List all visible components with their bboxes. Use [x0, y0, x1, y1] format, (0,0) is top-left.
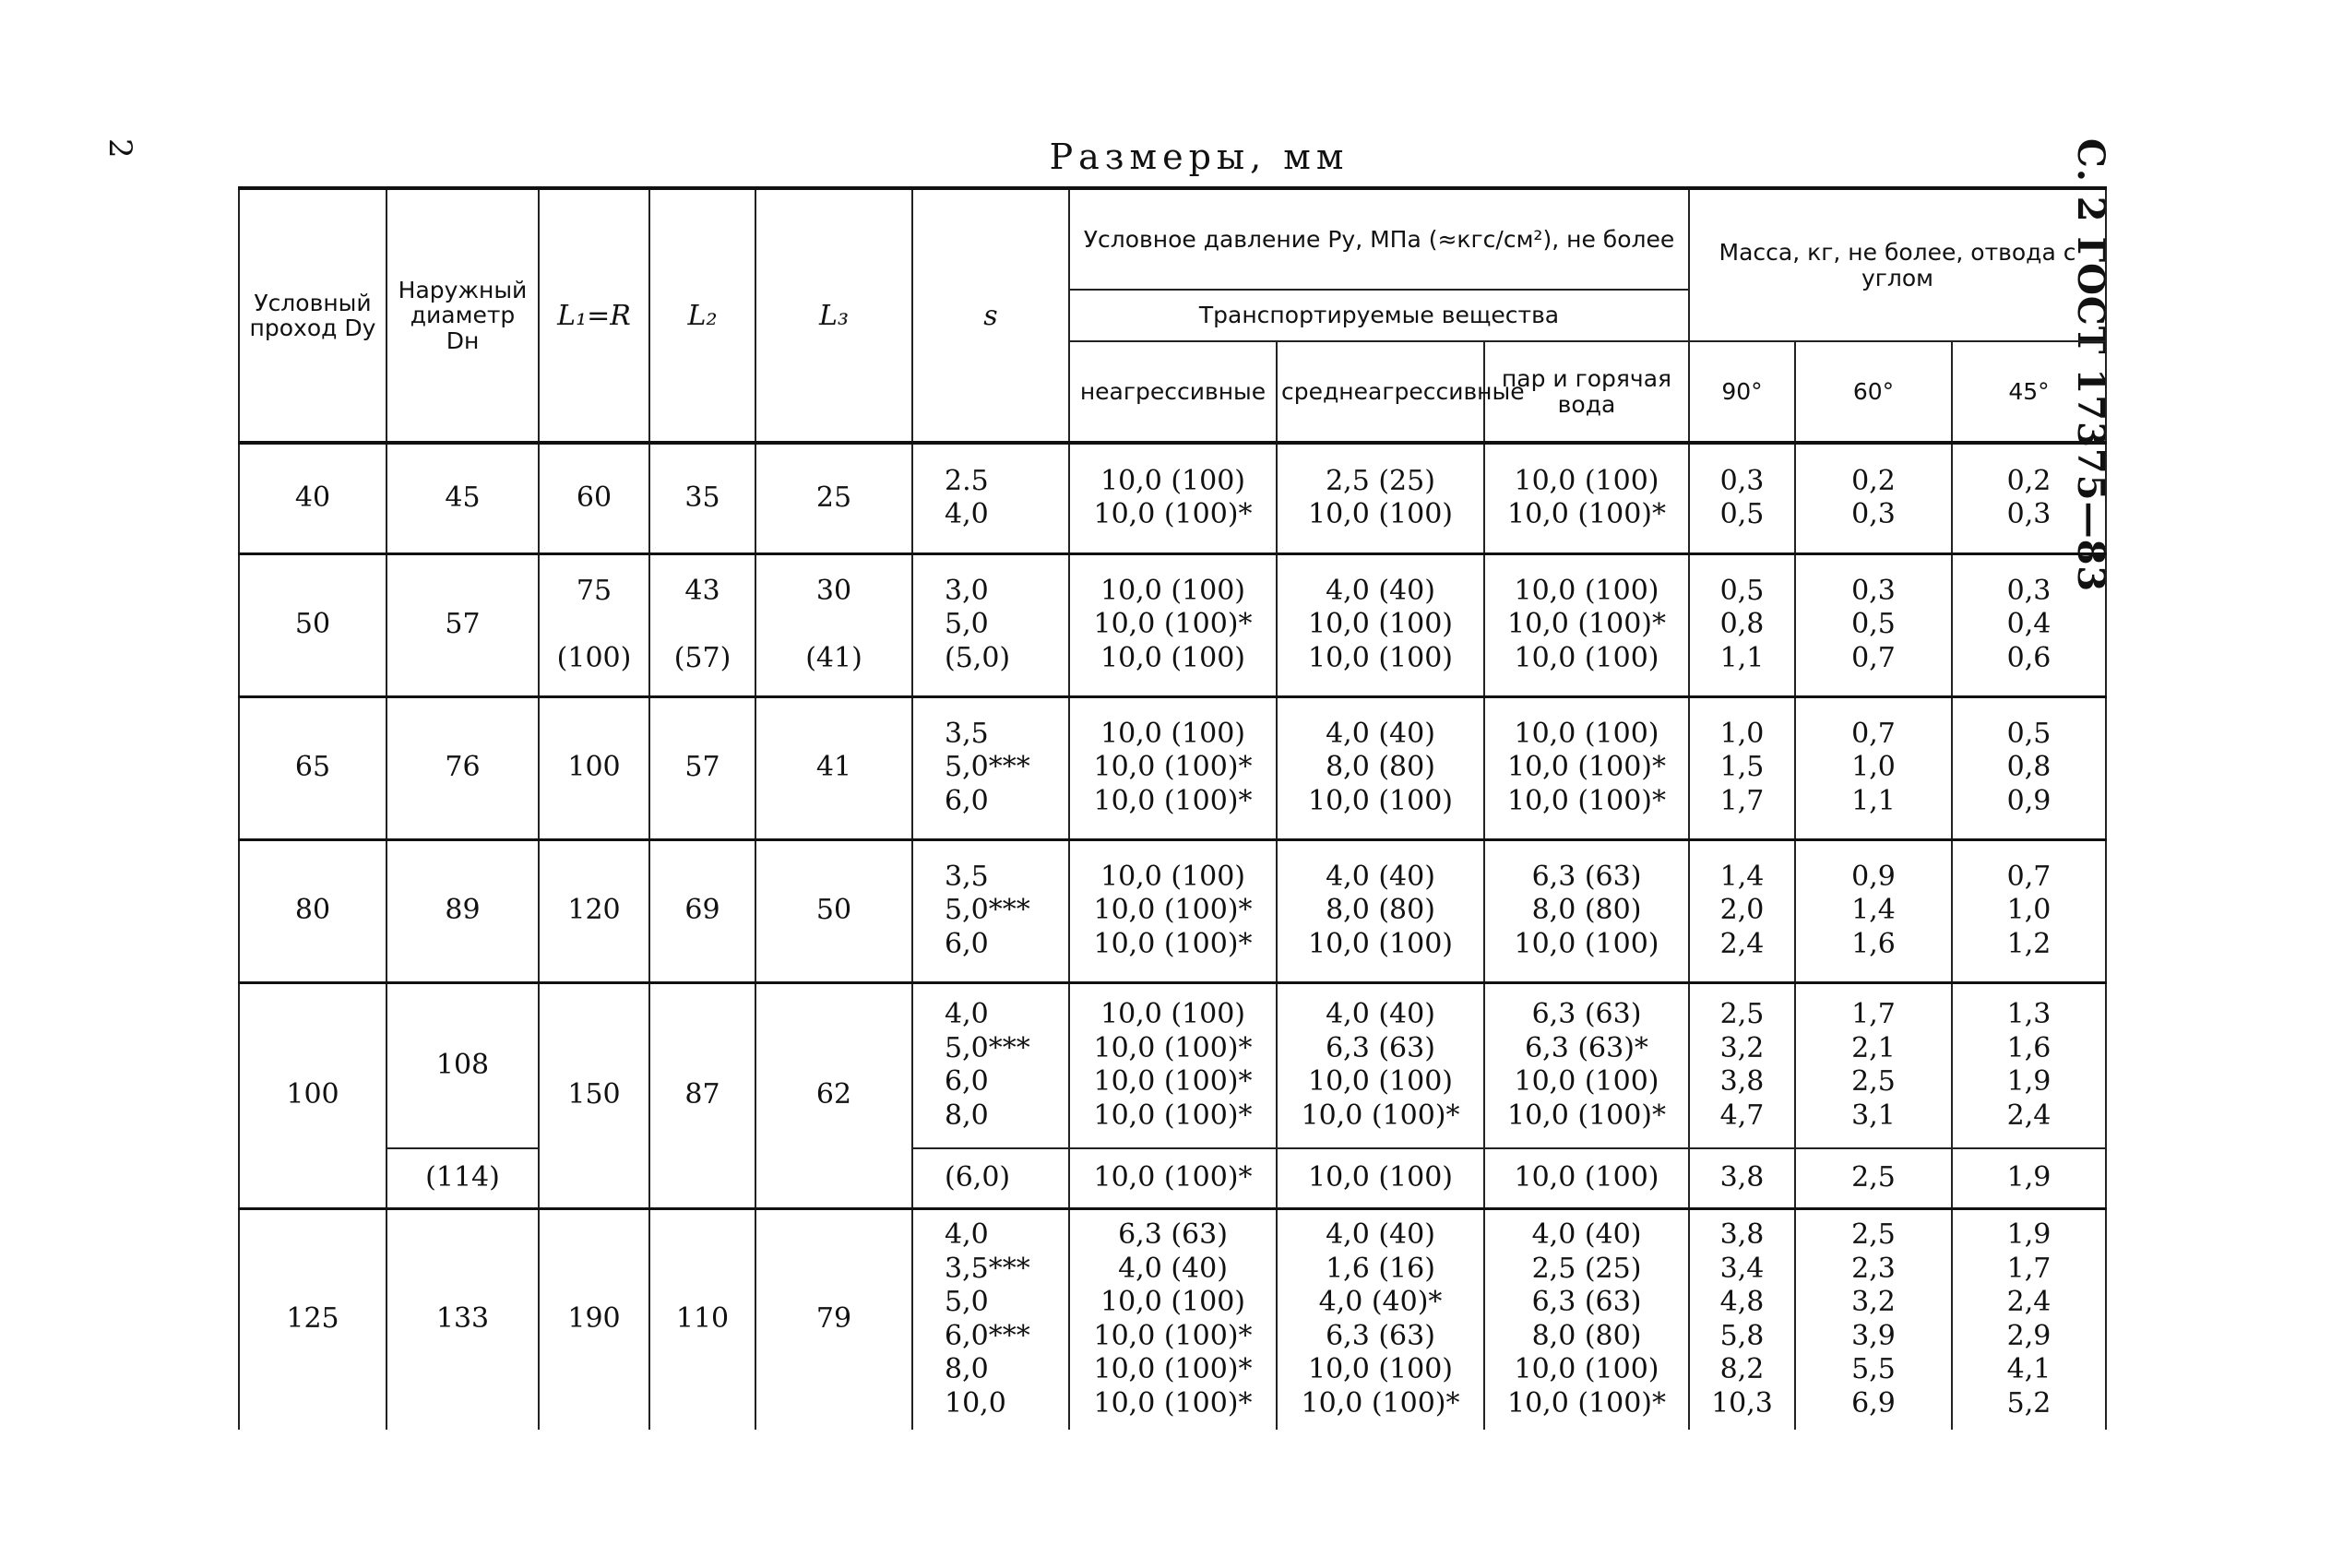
cell-m45: 0,5 0,8 0,9: [1952, 696, 2106, 839]
table-row: [239, 1208, 2106, 1430]
cell-m45: 1,9: [1952, 1148, 2106, 1208]
cell-l2: 87: [649, 982, 755, 1208]
cell-l3: 25: [755, 443, 912, 553]
cell-p-medium: 4,0 (40) 6,3 (63) 10,0 (100) 10,0 (100)*: [1277, 982, 1484, 1148]
cell-l1: 120: [539, 839, 649, 982]
cell-l3: 79: [755, 1208, 912, 1430]
cell-l2: 43 (57): [649, 553, 755, 696]
cell-l3: 62: [755, 982, 912, 1208]
cell-m60: 0,2 0,3: [1795, 443, 1952, 553]
cell-p-steam: 10,0 (100): [1484, 1148, 1689, 1208]
cell-dn: 45: [387, 443, 539, 553]
header-angle-45: 45°: [1952, 341, 2106, 443]
header-medium-aggressive: среднеагрессивные: [1277, 341, 1484, 443]
cell-dn: 108: [387, 982, 539, 1148]
cell-dy: 50: [239, 553, 387, 696]
cell-l1: 150: [539, 982, 649, 1208]
cell-p-medium: 10,0 (100): [1277, 1148, 1484, 1208]
cell-p-steam: 6,3 (63) 6,3 (63)* 10,0 (100) 10,0 (100)*: [1484, 982, 1689, 1148]
cell-m60: 2,5 2,3 3,2 3,9 5,5 6,9: [1795, 1208, 1952, 1430]
cell-m90: 2,5 3,2 3,8 4,7: [1689, 982, 1795, 1148]
cell-p-medium: 4,0 (40) 8,0 (80) 10,0 (100): [1277, 696, 1484, 839]
cell-m60: 2,5: [1795, 1148, 1952, 1208]
table-row: [239, 839, 2106, 982]
cell-m60: 0,3 0,5 0,7: [1795, 553, 1952, 696]
cell-l1: 100: [539, 696, 649, 839]
header-dy: Условный проход Dу: [239, 188, 387, 443]
cell-l3: 41: [755, 696, 912, 839]
cell-p-medium: 4,0 (40) 10,0 (100) 10,0 (100): [1277, 553, 1484, 696]
cell-dn: 76: [387, 696, 539, 839]
cell-m90: 0,5 0,8 1,1: [1689, 553, 1795, 696]
header-l2: L₂: [649, 188, 755, 443]
cell-l2: 69: [649, 839, 755, 982]
cell-s: 3,5 5,0*** 6,0: [912, 839, 1069, 982]
cell-l1: 190: [539, 1208, 649, 1430]
cell-s: 3,5 5,0*** 6,0: [912, 696, 1069, 839]
header-l1: L₁=R: [539, 188, 649, 443]
cell-s: (6,0): [912, 1148, 1069, 1208]
header-steam-water: пар и горячая вода: [1484, 341, 1689, 443]
cell-p-steam: 6,3 (63) 8,0 (80) 10,0 (100): [1484, 839, 1689, 982]
cell-s: 4,0 3,5*** 5,0 6,0*** 8,0 10,0: [912, 1208, 1069, 1430]
cell-l2: 57: [649, 696, 755, 839]
cell-m45: 0,3 0,4 0,6: [1952, 553, 2106, 696]
cell-dy: 125: [239, 1208, 387, 1430]
cell-l1: 60: [539, 443, 649, 553]
standard-label: С. 2 ГОСТ 17375—83: [2069, 138, 2112, 593]
cell-l1: 75 (100): [539, 553, 649, 696]
cell-p-medium: 4,0 (40) 1,6 (16) 4,0 (40)* 6,3 (63) 10,0 (100) 10,0 (100)*: [1277, 1208, 1484, 1430]
cell-m60: 0,9 1,4 1,6: [1795, 839, 1952, 982]
header-dn: Наружный диаметр Dн: [387, 188, 539, 443]
cell-m90: 1,0 1,5 1,7: [1689, 696, 1795, 839]
header-pressure: Условное давление Pу, МПа (≈кгс/см²), не более: [1069, 188, 1689, 290]
cell-dy: 65: [239, 696, 387, 839]
cell-m45: 1,3 1,6 1,9 2,4: [1952, 982, 2106, 1148]
cell-dy: 80: [239, 839, 387, 982]
cell-l3: 50: [755, 839, 912, 982]
cell-dn: 89: [387, 839, 539, 982]
cell-p-nonaggressive: 10,0 (100) 10,0 (100)* 10,0 (100)*: [1069, 696, 1277, 839]
cell-dy: 100: [239, 982, 387, 1208]
table-row: [239, 696, 2106, 839]
header-mass: Масса, кг, не более, отвода с углом: [1689, 188, 2106, 341]
cell-m45: 1,9 1,7 2,4 2,9 4,1 5,2: [1952, 1208, 2106, 1430]
dimensions-table: [238, 186, 2107, 1430]
cell-p-medium: 4,0 (40) 8,0 (80) 10,0 (100): [1277, 839, 1484, 982]
cell-m60: 1,7 2,1 2,5 3,1: [1795, 982, 1952, 1148]
cell-m45: 0,2 0,3: [1952, 443, 2106, 553]
cell-m90: 1,4 2,0 2,4: [1689, 839, 1795, 982]
table-row: [239, 1148, 2106, 1208]
cell-s: 4,0 5,0*** 6,0 8,0: [912, 982, 1069, 1148]
cell-p-nonaggressive: 10,0 (100) 10,0 (100)*: [1069, 443, 1277, 553]
header-angle-90: 90°: [1689, 341, 1795, 443]
cell-l3: 30 (41): [755, 553, 912, 696]
cell-p-nonaggressive: 10,0 (100) 10,0 (100)* 10,0 (100)* 10,0 (100)*: [1069, 982, 1277, 1148]
cell-s: 2.5 4,0: [912, 443, 1069, 553]
cell-dy: 40: [239, 443, 387, 553]
table-caption: Размеры, мм: [1049, 137, 1350, 177]
cell-p-nonaggressive: 10,0 (100) 10,0 (100)* 10,0 (100)*: [1069, 839, 1277, 982]
table-row: [239, 553, 2106, 696]
table-row: [239, 443, 2106, 553]
header-angle-60: 60°: [1795, 341, 1952, 443]
cell-p-nonaggressive: 10,0 (100) 10,0 (100)* 10,0 (100): [1069, 553, 1277, 696]
cell-m90: 0,3 0,5: [1689, 443, 1795, 553]
cell-dn: (114): [387, 1148, 539, 1208]
cell-m90: 3,8: [1689, 1148, 1795, 1208]
header-l3: L₃: [755, 188, 912, 443]
cell-p-nonaggressive: 6,3 (63) 4,0 (40) 10,0 (100) 10,0 (100)* 10,0 (100)* 10,0 (100)*: [1069, 1208, 1277, 1430]
table-row: [239, 982, 2106, 1148]
cell-l2: 110: [649, 1208, 755, 1430]
cell-s: 3,0 5,0 (5,0): [912, 553, 1069, 696]
cell-p-nonaggressive: 10,0 (100)*: [1069, 1148, 1277, 1208]
header-s: s: [912, 188, 1069, 443]
cell-p-steam: 10,0 (100) 10,0 (100)* 10,0 (100): [1484, 553, 1689, 696]
cell-p-steam: 10,0 (100) 10,0 (100)*: [1484, 443, 1689, 553]
page-number: 2: [101, 138, 138, 159]
cell-l2: 35: [649, 443, 755, 553]
cell-m60: 0,7 1,0 1,1: [1795, 696, 1952, 839]
cell-p-steam: 4,0 (40) 2,5 (25) 6,3 (63) 8,0 (80) 10,0 (100) 10,0 (100)*: [1484, 1208, 1689, 1430]
cell-p-steam: 10,0 (100) 10,0 (100)* 10,0 (100)*: [1484, 696, 1689, 839]
cell-m45: 0,7 1,0 1,2: [1952, 839, 2106, 982]
cell-dn: 57: [387, 553, 539, 696]
cell-dn: 133: [387, 1208, 539, 1430]
header-nonaggressive: неагрессивные: [1069, 341, 1277, 443]
header-substances: Транспортируемые вещества: [1069, 290, 1689, 341]
cell-p-medium: 2,5 (25) 10,0 (100): [1277, 443, 1484, 553]
cell-m90: 3,8 3,4 4,8 5,8 8,2 10,3: [1689, 1208, 1795, 1430]
